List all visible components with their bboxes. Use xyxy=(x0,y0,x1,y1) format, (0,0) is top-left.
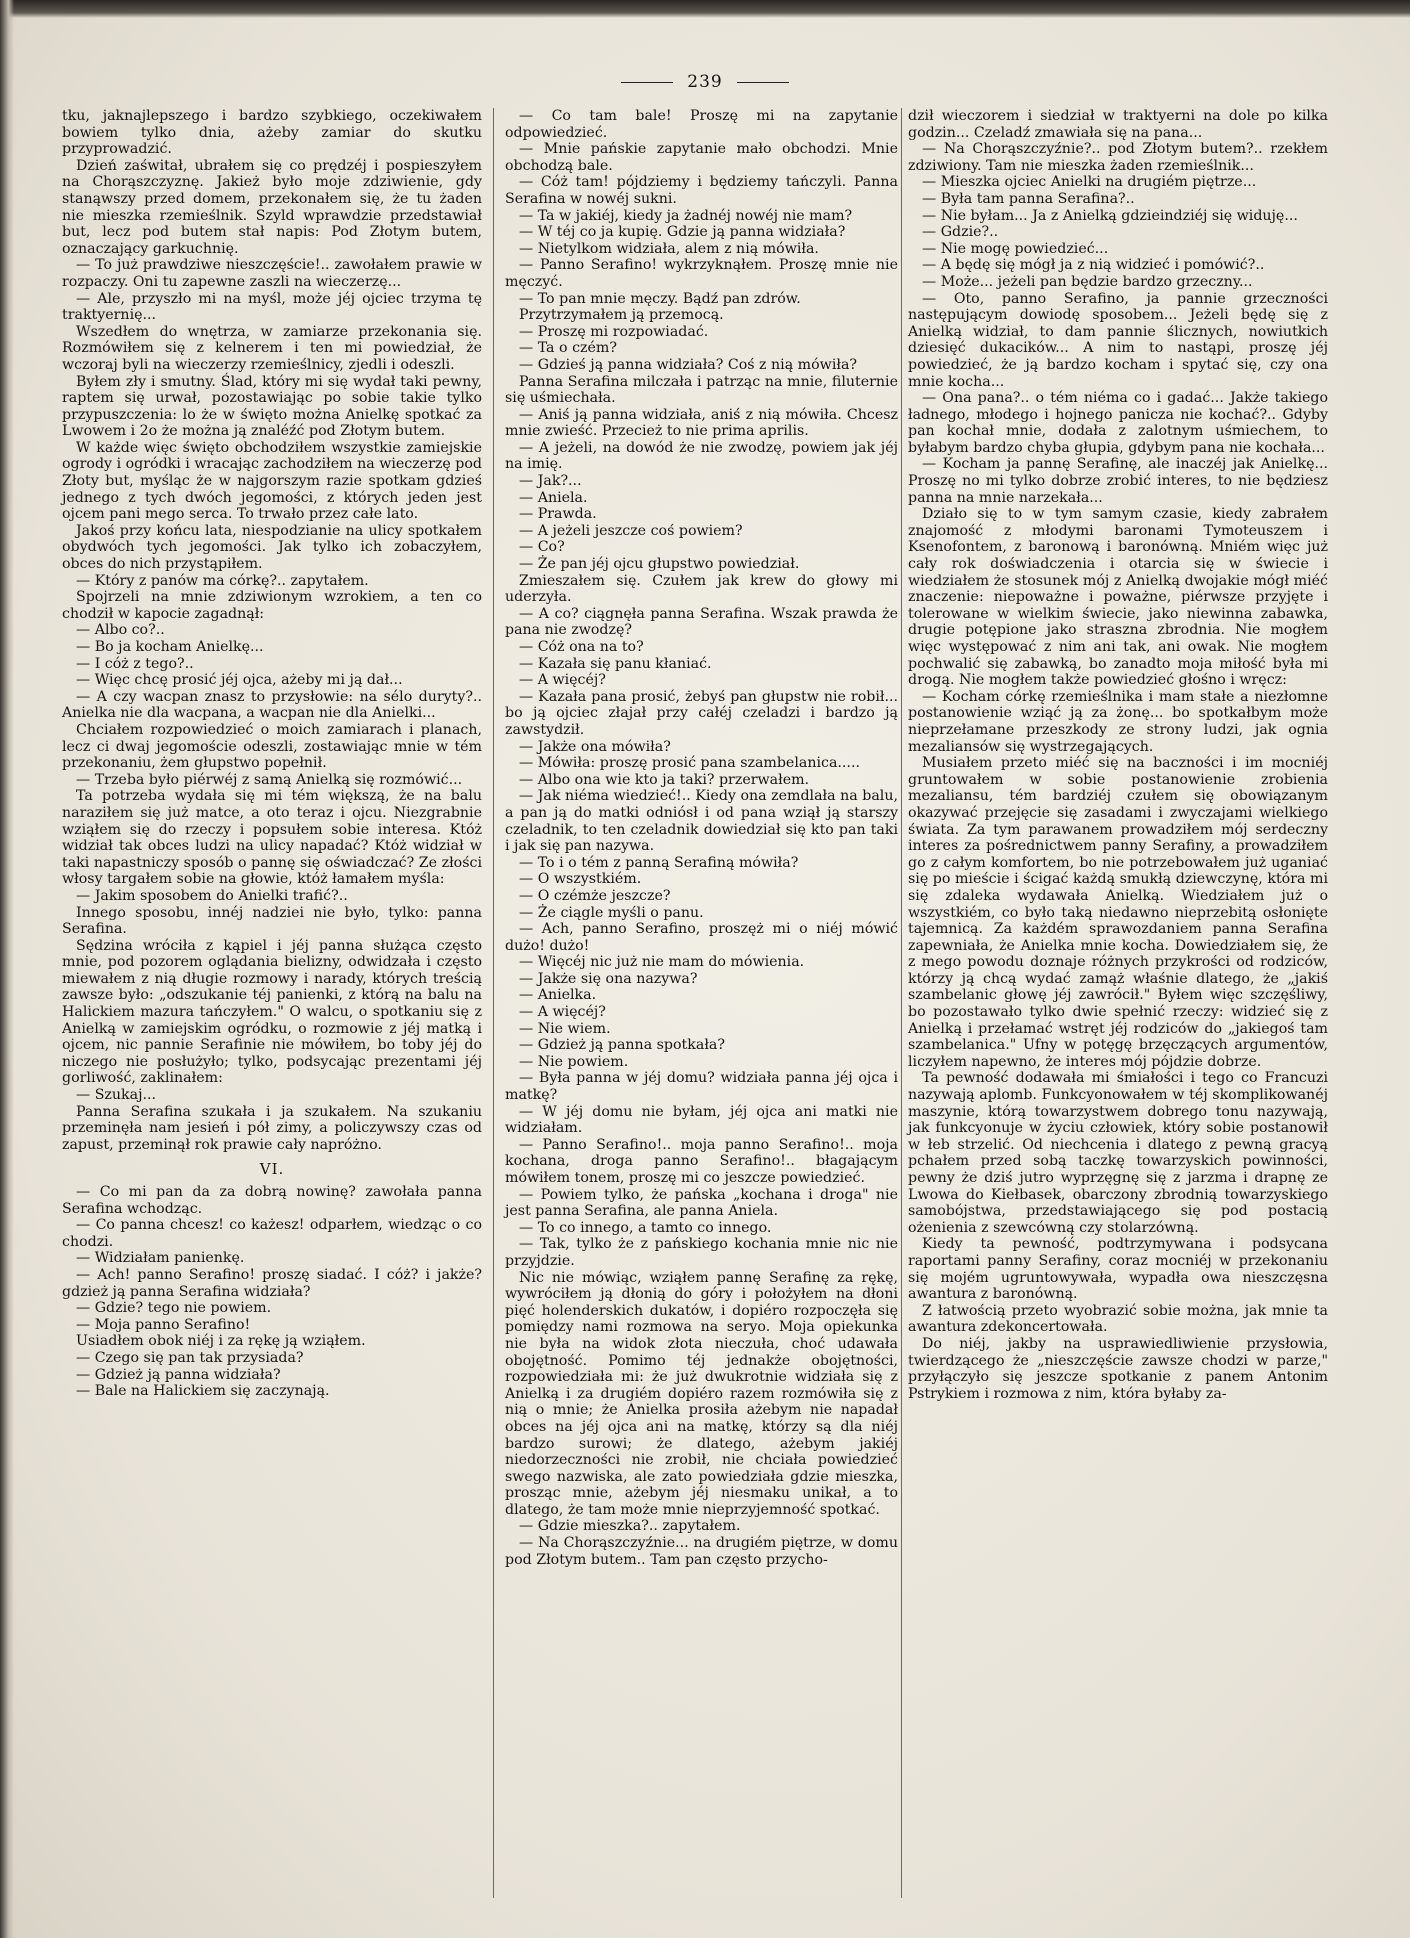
paragraph: — Nietylkom widziała, alem z nią mówiła. xyxy=(519,240,819,257)
paragraph: — Nie wiem. xyxy=(519,1020,611,1037)
paragraph: — Szukaj... xyxy=(76,1087,157,1104)
paragraph: — O czémże jeszcze? xyxy=(519,887,671,904)
paragraph: — Ach! panno Serafino! proszę siadać. I cóż? i jakże? gdzież ją panna Serafina widziała? xyxy=(62,1266,482,1300)
header-rule-right xyxy=(737,82,789,83)
paragraph: — Bo ja kocham Anielkę... xyxy=(76,639,264,655)
paragraph: — Na Chorąszczyźnie... na drugiém piętrze, w domu pod Złotym butem.. Tam pan często przycho- xyxy=(505,1535,898,1568)
paragraph: — Gdzieś ją panna widziała? Coś z nią mówiła? xyxy=(519,356,858,373)
paragraph: Panna Serafina szukała i ja szukałem. Na szukaniu przeminęła nam jesień i pół zimy, a policzywszy czas od zapust, przeminął rok prawie cały napróżno. xyxy=(62,1103,482,1153)
paragraph: — Cóż tam! pójdziemy i będziemy tańczyli. Panna Serafina w nowéj sukni. xyxy=(505,174,898,207)
paragraph: Kiedy ta pewność, podtrzymywana i podsycana raportami panny Serafiny, coraz mocniéj w przekonaniu się mojém ugruntowywała, wypadła owa nieszczęsna awantura z baronówną. xyxy=(908,1236,1328,1303)
page-number: 239 xyxy=(687,72,723,92)
paragraph: — Może... jeżeli pan będzie bardzo grzeczny... xyxy=(922,273,1253,290)
paragraph: — Co mi pan da za dobrą nowinę? zawołała panna Serafina wchodząc. xyxy=(62,1184,482,1217)
column-3 xyxy=(908,108,1328,1402)
paragraph: — To co innego, a tamto co innego. xyxy=(519,1219,772,1236)
paragraph: Do niéj, jakby na usprawiedliwienie przysłowia, twierdzącego że „nieszczęście zawsze chodzi w parze," przyłączyło się jeszcze spotkanie z panem Antonim Pstrykiem i rozmowa z nim, która byłaby za- xyxy=(908,1335,1328,1402)
paragraph: Jakoś przy końcu lata, niespodzianie na ulicy spotkałem obydwóch tych jegomości. Jak tylko ich zobaczyłem, obces do nich przystąpiłem. xyxy=(62,522,482,573)
paragraph: — Na Chorąszczyźnie?.. pod Złotym butem?.. rzekłem zdziwiony. Tam nie mieszka żaden rzemieślnik... xyxy=(908,141,1328,174)
paragraph: — Ach, panno Serafino, proszęż mi o niéj mówić dużo! dużo! xyxy=(505,921,898,954)
paragraph: — O wszystkiém. xyxy=(519,871,642,888)
paragraph: — Panno Serafino!.. moja panno Serafino!.. moja kochana, droga panno Serafino!.. błagającym mówiłem tonem, proszę mi co jeszcze powiedzieć. xyxy=(505,1136,898,1186)
paragraph: — A więcéj? xyxy=(519,672,606,689)
paragraph: — Mnie pańskie zapytanie mało obchodzi. Mnie obchodzą bale. xyxy=(505,141,898,174)
paragraph: — Kocham córkę rzemieślnika i mam stałe a niezłomne postanowienie wziąć ją za żonę... bo spotkałbym może nieprzełamane przeszkody ze strony ludzi, jak ognia mezaliansów się wystrzegających. xyxy=(908,688,1328,755)
paragraph: Innego sposobu, innéj nadziei nie było, tylko: panna Serafina. xyxy=(62,904,482,938)
paragraph: — Albo ona wie kto ja taki? przerwałem. xyxy=(519,771,810,788)
paragraph: — Anielka. xyxy=(519,987,597,1004)
paragraph: — Co? xyxy=(519,539,565,556)
paragraph: — Kocham ja pannę Serafinę, ale inaczéj jak Anielkę... Proszę no mi tylko dobrze zrobić interes, to nie będziesz panna na mnie narzekała... xyxy=(908,456,1328,506)
column-1 xyxy=(62,108,482,1400)
paragraph: — Jakże ona mówiła? xyxy=(519,738,671,755)
paragraph: — W téj co ja kupię. Gdzie ją panna widziała? xyxy=(519,224,846,241)
paragraph: — Kazała pana prosić, żebyś pan głupstw nie robił... bo ją ojciec złajał przy całéj czeladzi i bardzo ją zawstydził. xyxy=(505,688,898,738)
paragraph: — Jakim sposobem do Anielki trafić?.. xyxy=(76,887,348,904)
paragraph: Chciałem rozpowiedzieć o moich zamiarach i planach, lecz ci dwaj jegomoście odeszli, zostawiając mnie w tém przekonaniu, żem głupstwo popełnił. xyxy=(62,721,482,772)
paragraph: — Bale na Halickiem się zaczynają. xyxy=(76,1383,330,1400)
paragraph: — Panno Serafino! wykrzyknąłem. Proszę mnie nie męczyć. xyxy=(505,257,898,290)
paragraph: — Gdzież ją panna widziała? xyxy=(76,1366,281,1383)
scan-left-edge xyxy=(0,0,14,1938)
paragraph: — Oto, panno Serafino, ja pannie grzeczności następującym dowiodę sposobem... Jeżeli będę się z Anielką widział, to dam pannie ślicznych, nowiutkich dziesięć dukacików... A nim to nastąpi, proszę jéj powiedzieć, że ją bardzo kocham i spytać się, czy ona mnie kocha... xyxy=(908,290,1328,390)
paragraph: — Ta o czém? xyxy=(519,340,617,357)
paragraph: — Powiem tylko, że pańska „kochana i droga" nie jest panna Serafina, ale panna Aniela. xyxy=(505,1186,898,1220)
paragraph: — W jéj domu nie byłam, jéj ojca ani matki nie widziałam. xyxy=(505,1103,898,1137)
paragraph: — A więcéj? xyxy=(519,1004,606,1021)
paragraph: Działo się to w tym samym czasie, kiedy zabrałem znajomość z młodymi baronami Tymoteuszem i Ksenofontem, z baronową i baronówną. Mniém więc już cały rok doświadczenia i otarcia się w świecie i wiedziałem że stosunek mój z Anielką dwojakie mógł miéć znaczenie: niepoważne i poważne, piérwsze przyjęte i tolerowane w wielkim świecie, jako niewinna zabawka, drugie potępione jako straszna zbrodnia. Nie mogłem więc występować z nim ani tak, ani owak. Nie mogłem pochwalić się zabawką, bo zanadto moja miłość była mi drogą. Nie mogłem także powiedzieć głośno i wręcz: xyxy=(908,506,1328,689)
paragraph: Dzień zaświtał, ubrałem się co prędzéj i pospieszyłem na Chorąszczyznę. Jakież było moje zdziwienie, gdy stanąwszy przed domem, przekonałem się, że tu żaden nie mieszka rzemieślnik. Szyld wprawdzie przedstawiał but, lecz pod butem stał napis: Pod Złotym butem, oznaczający garkuchnię. xyxy=(62,157,482,257)
paragraph: — Widziałam panienkę. xyxy=(76,1250,245,1267)
paragraph: — Nie byłam... Ja z Anielką gdzieindziéj się widuję... xyxy=(922,207,1298,224)
paragraph: — Aniś ją panna widziała, aniś z nią mówiła. Chcesz mnie zwieść. Przecież to nie prima aprilis. xyxy=(505,406,898,440)
paragraph: Przytrzymałem ją przemocą. xyxy=(519,307,724,324)
paragraph: — To już prawdziwe nieszczęście!.. zawołałem prawie w rozpaczy. Oni tu zapewne zaszli na wieczerzę... xyxy=(62,257,482,290)
paragraph: — Jakże się ona nazywa? xyxy=(519,970,698,987)
paragraph: tku, jaknajlepszego i bardzo szybkiego, oczekiwałem bowiem tylko dnia, ażeby zamiar do skutku przyprowadzić. xyxy=(62,108,482,158)
paragraph: — Moja panno Serafino! xyxy=(76,1316,251,1333)
paragraph: — Który z panów ma córkę?.. zapytałem. xyxy=(76,572,369,589)
paragraph: — Więc chcę prosić jéj ojca, ażeby mi ją dał... xyxy=(76,672,403,689)
paragraph: Sędzina wróciła z kąpiel i jéj panna służąca często mnie, pod pozorem oglądania bielizny, odwidzała i często miewałem z nią długie rozmowy i narady, których treścią zawsze było: „odszukanie téj panienki, z którą na balu na Halickiem mazura tańczyłem." O walcu, o spotkaniu się z Anielką w zamiejskim ogródku, o rozmowie z jéj matką i ojcem, nic pannie Serafinie nie mówiłem, bo toby jéj do niczego nie posłużyło; tylko, podsycając prezentami jéj gorliwość, zaklinałem: xyxy=(62,937,482,1087)
paragraph: W każde więc święto obchodziłem wszystkie zamiejskie ogrody i ogródki i wracając zachodziłem na wieczerzę pod Złoty but, myśląc że w najgorszym razie spotkam gdzieś jednego z tych dwóch jegomości, z których jeden jest ojcem pani mego serca. To trwało przez całe lato. xyxy=(62,439,482,523)
page-header xyxy=(0,72,1410,92)
paragraph: — Gdzie mieszka?.. zapytałem. xyxy=(519,1518,741,1535)
column-rule-1 xyxy=(493,108,494,1898)
paragraph: Nic nie mówiąc, wziąłem pannę Serafinę za rękę, wywróciłem ją dłonią do góry i położyłem na dłoni pięć holenderskich dukatów, i dopiéro rozpoczęła się pomiędzy nami rozmowa na seryo. Moja opiekunka nie była na widok złota nieczuła, choć udawała obojętność. Pomimo téj jednakże obojętności, rozpowiedziała mi: że już dwukrotnie widziała się z Anielką i za drugiém dopiéro razem rozmówiła się z nią o mnie; że Anielka prosiła ażebym nie napadał obces na jéj ojca ani na matkę, którzy są dla niéj bardzo surowi; że dlatego, ażebym jakiéj niedorzeczności nie zrobił, nie chciała powiedzieć swego nazwiska, ale zato powiedziała gdzie mieszka, prosząc mnie, ażebym jéj niesmaku unikał, a to dlatego, że tam może mnie nieprzyjemność spotkać. xyxy=(505,1269,898,1518)
paragraph: Panna Serafina milczała i patrząc na mnie, filuternie się uśmiechała. xyxy=(505,373,898,407)
paragraph: — Mówiła: proszę prosić pana szambelanica..... xyxy=(519,755,860,772)
paragraph: — Co tam bale! Proszę mi na zapytanie odpowiedzieć. xyxy=(505,108,898,141)
paragraph: — Nie mogę powiedzieć... xyxy=(922,240,1109,257)
paragraph: Ta pewność dodawała mi śmiałości i tego co Francuzi nazywają aplomb. Funkcyonowałem w téj skomplikowanéj maszynie, którą towarzystwem dobrego tonu nazywają, jak funkcyonuje w życiu człowiek, który sobie postanowił w łeb strzelić. Od niechcenia i dlatego z pewną gracyą pchałem przed sobą taczkę towarzyskich powinności, pewny że dziś jutro wyprzęgnę się z jarzma i drapnę ze Lwowa do Kiełbasek, obarczony zbrodnią towarzyskiego samobójstwa, przedstawiającego się pod postacią ożenienia z szewcówną czy stolarzówną. xyxy=(908,1070,1328,1236)
paragraph: — A jeżeli, na dowód że nie zwodzę, powiem jak jéj na imię. xyxy=(505,439,898,473)
paragraph: Byłem zły i smutny. Ślad, który mi się wydał taki pewny, raptem się urwał, pozostawiając po sobie takie tylko przypuszczenia: lo że w święto można Anielkę spotkać za Lwowem i 2o że można ją znaléźć pod Złotym butem. xyxy=(62,373,482,440)
paragraph: — Jak niéma wiedzieć!.. Kiedy ona zemdlała na balu, a pan ją do matki odniósł i od pana wziął ją starszy czeladnik, to ten czeladnik dowiedział się kto pan taki i jak się pan nazywa. xyxy=(505,788,898,855)
paragraph: — I cóż z tego?.. xyxy=(76,655,194,672)
paragraph: Musiałem przeto miéć się na baczności i im mocniéj gruntowałem w sobie postanowienie zrobienia mezaliansu, tém bardziéj czułem się obowiązanym okazywać przejęcie się zasadami i zwyczajami wielkiego świata. Za tym parawanem prowadziłem mój serdeczny interes za pośrednictwem panny Serafiny, a prowadziłem go z całym komfortem, bo nie potrzebowałem już uganiać się po mieście i ścigać każdą smukłą dziewczynę, która mi się zdaleka wydawała Anielką. Wiedziałem już o wszystkiém, co było taką niedawno nieprzebitą osłonięte tajemnicą. Za każdém sprawozdaniem panna Serafina zapewniała, że Anielka mnie kocha. Dowiedziałem się, że z mego powodu doznaje różnych przykrości od rodziców, którzy ją chcą wydać zamąż właśnie dlatego, że „jakiś szambelanic głowę jéj zawrócił." Byłem więc szczęśliwy, bo pozostawało tylko dwie spełnić rzeczy: widzieć się z Anielką i przełamać wstręt jéj rodziców do „jakiegoś tam szambelanica." Ufny w potęgę brzęczących argumentów, liczyłem napewno, że interes mój pójdzie dobrze. xyxy=(908,755,1328,1070)
column-2 xyxy=(505,108,898,1568)
paragraph: Ta potrzeba wydała się mi tém większą, że na balu naraziłem się już matce, a oto teraz i ojcu. Niezgrabnie wziąłem się do rzeczy i popsułem sobie interesa. Któż widział tak obces ludzi na ulicy napadać? Któż widział w taki napastniczy sposób o pannę się oświadczać? Ze złości włosy targałem sobie na głowie, któż łamałem myśla: xyxy=(62,788,482,888)
paragraph: — Ale, przyszło mi na myśl, może jéj ojciec trzyma tę traktyernię... xyxy=(62,290,482,324)
paragraph: — Tak, tylko że z pańskiego kochania mnie nic nie przyjdzie. xyxy=(505,1236,898,1269)
paragraph: — Mieszka ojciec Anielki na drugiém piętrze... xyxy=(922,174,1257,191)
column-rule-2 xyxy=(901,108,902,1898)
paragraph: — Ona pana?.. o tém niéma co i gadać... Jakże takiego ładnego, młodego i hojnego panicza nie kochać?.. Gdyby pan kochał mnie, dodała z zalotnym uśmiechem, to byłabym bardzo chyba głupia, gdybym pana nie kochała... xyxy=(908,390,1328,456)
paragraph: — Nie powiem. xyxy=(519,1053,629,1070)
paragraph: — Trzeba było piérwéj z samą Anielką się rozmówić... xyxy=(76,771,463,788)
paragraph: — Prawda. xyxy=(519,506,597,523)
header-rule-left xyxy=(621,82,673,83)
column-3-text xyxy=(908,108,1328,1402)
column-1-text xyxy=(62,108,482,1153)
paragraph: — Jak?... xyxy=(519,473,582,490)
paragraph: — Że ciągle myśli o panu. xyxy=(519,904,704,921)
paragraph: — Gdzie?.. xyxy=(922,224,999,241)
paragraph: Spojrzeli na mnie zdziwionym wzrokiem, a ten co chodził w kapocie zagadnął: xyxy=(62,589,482,622)
paragraph: — Kazała się panu kłaniać. xyxy=(519,655,712,672)
paragraph: — Albo co?.. xyxy=(76,622,165,639)
paragraph: — To i o tém z panną Serafiną mówiła? xyxy=(519,854,799,871)
paragraph: — Była tam panna Serafina?.. xyxy=(922,190,1135,207)
paragraph: — A czy wacpan znasz to przysłowie: na sélo duryty?.. Anielka nie dla wacpana, a wacpan nie dla Anielki... xyxy=(62,688,482,722)
column-2-text xyxy=(505,108,898,1568)
paragraph: — Gdzież ją panna spotkała? xyxy=(519,1037,725,1054)
paragraph: Zmieszałem się. Czułem jak krew do głowy mi uderzyła. xyxy=(505,572,898,606)
paragraph: — A będę się mógł ja z nią widzieć i pomówić?.. xyxy=(922,257,1265,274)
paragraph: — A jeżeli jeszcze coś powiem? xyxy=(519,522,743,539)
paragraph: dził wieczorem i siedział w traktyerni na dole po kilka godzin... Czeladź zmawiała się na pana... xyxy=(908,108,1328,141)
paragraph: — Ta w jakiéj, kiedy ja żadnéj nowéj nie mam? xyxy=(519,207,853,224)
paragraph: — Aniela. xyxy=(519,489,588,506)
section-heading: VI. xyxy=(259,1160,285,1179)
paragraph: — Gdzie? tego nie powiem. xyxy=(76,1300,272,1317)
paragraph: — Cóż ona na to? xyxy=(519,639,644,655)
paragraph: — Co panna chcesz! co każesz! odparłem, wiedząc o co chodzi. xyxy=(62,1217,482,1250)
paragraph: Wszedłem do wnętrza, w zamiarze przekonania się. Rozmówiłem się z kelnerem i ten mi powiedział, że wczoraj byli na wieczerzy rzemieślnicy, zjedli i odeszli. xyxy=(62,323,482,373)
column-1-text-after xyxy=(62,1184,482,1400)
paragraph: — Więcéj nic już nie mam do mówienia. xyxy=(519,954,805,971)
paragraph: — A co? ciągnęła panna Serafina. Wszak prawda że pana nie zwodzę? xyxy=(505,605,898,639)
paragraph: — Że pan jéj ojcu głupstwo powiedział. xyxy=(519,556,800,573)
paragraph: — To pan mnie męczy. Bądź pan zdrów. xyxy=(519,290,801,307)
paragraph: — Była panna w jéj domu? widziała panna jéj ojca i matkę? xyxy=(505,1070,898,1104)
paragraph: Z łatwością przeto wyobrazić sobie można, jak mnie ta awantura zdekoncertowała. xyxy=(908,1302,1328,1336)
paragraph: Usiadłem obok niéj i za rękę ją wziąłem. xyxy=(76,1333,366,1350)
scan-top-edge xyxy=(0,0,1410,18)
paragraph: — Proszę mi rozpowiadać. xyxy=(519,323,709,340)
paragraph: — Czego się pan tak przysiada? xyxy=(76,1349,304,1366)
